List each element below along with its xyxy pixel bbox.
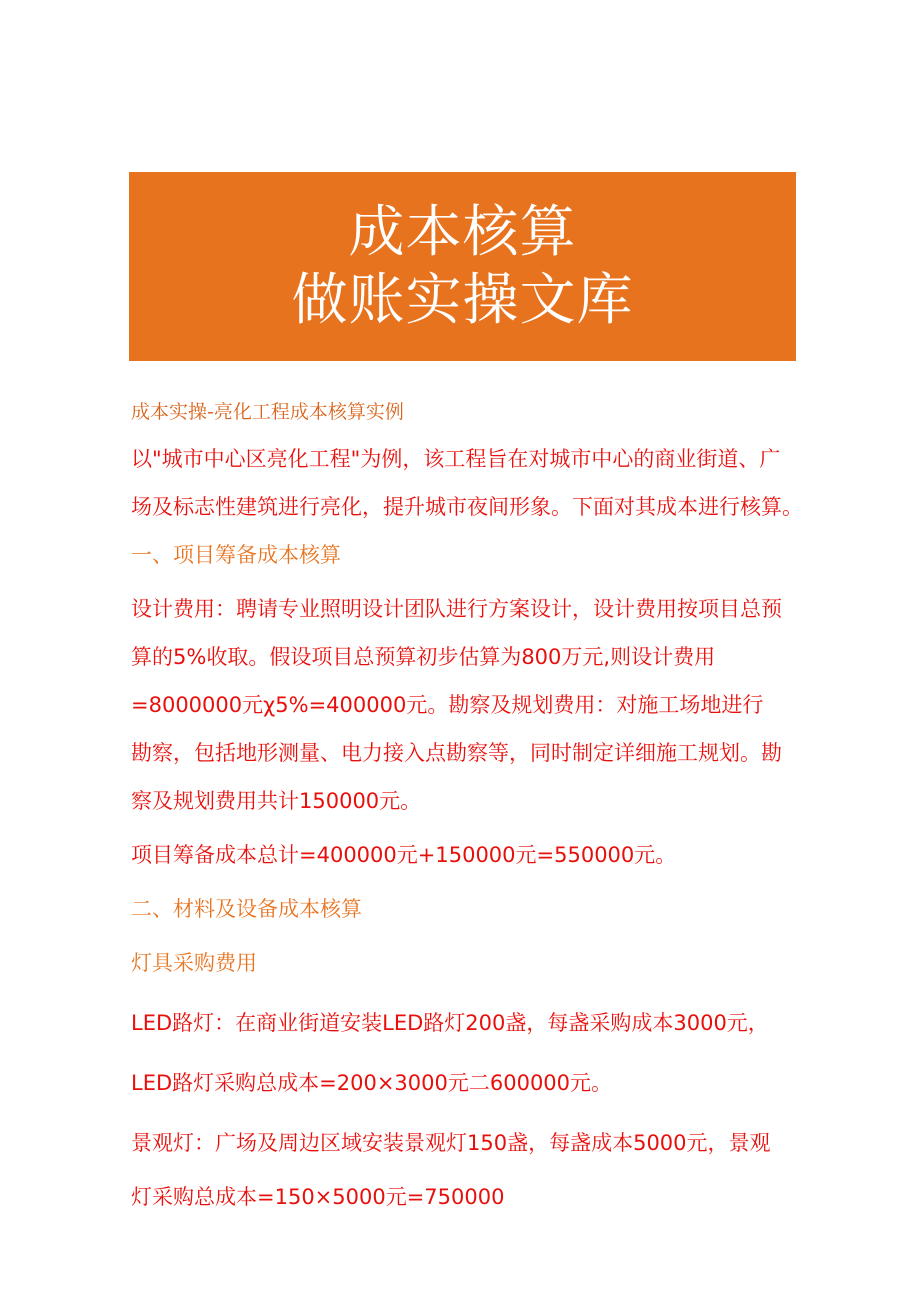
section-2-sub-heading: 灯具采购费用 [131,951,257,975]
section-1-total: 项目筹备成本总计=400000元+150000元=550000元。 [131,843,677,867]
banner-title-line-1: 成本核算 [348,199,577,265]
landscape-line-1: 景观灯：广场及周边区域安装景观灯150盏，每盏成本5000元，景观 [131,1131,771,1155]
section-1-body-line-4: 勘察，包括地形测量、电力接入点勘察等，同时制定详细施工规划。勘 [131,741,782,765]
title-banner [129,172,796,361]
section-1-body-line-5: 察及规划费用共计150000元。 [131,789,422,813]
intro-line-1: 以"城市中心区亮化工程"为例，该工程旨在对城市中心的商业街道、广 [131,447,781,471]
section-1-heading: 一、项目筹备成本核算 [131,543,341,567]
section-1-body-line-1: 设计费用：聘请专业照明设计团队进行方案设计，设计费用按项目总预 [131,597,782,621]
document-body [131,395,803,1221]
section-1-body-line-2: 算的5%收取。假设项目总预算初步估算为800万元,则设计费用 [131,645,716,669]
section-2-heading: 二、材料及设备成本核算 [131,897,362,921]
led-line-2: LED路灯采购总成本=200×3000元二600000元。 [131,1071,613,1095]
section-1-body-line-3: =8000000元χ5%=400000元。勘察及规划费用：对施工场地进行 [131,693,764,717]
landscape-line-2: 灯采购总成本=150×5000元=750000 [131,1185,505,1209]
led-line-1: LED路灯：在商业街道安装LED路灯200盏，每盏采购成本3000元， [131,1011,769,1035]
intro-line-2: 场及标志性建筑进行亮化，提升城市夜间形象。下面对其成本进行核算。 [131,495,803,519]
document-subtitle: 成本实操-亮化工程成本核算实例 [131,401,404,423]
banner-title-line-2: 做账实操文库 [291,267,634,333]
